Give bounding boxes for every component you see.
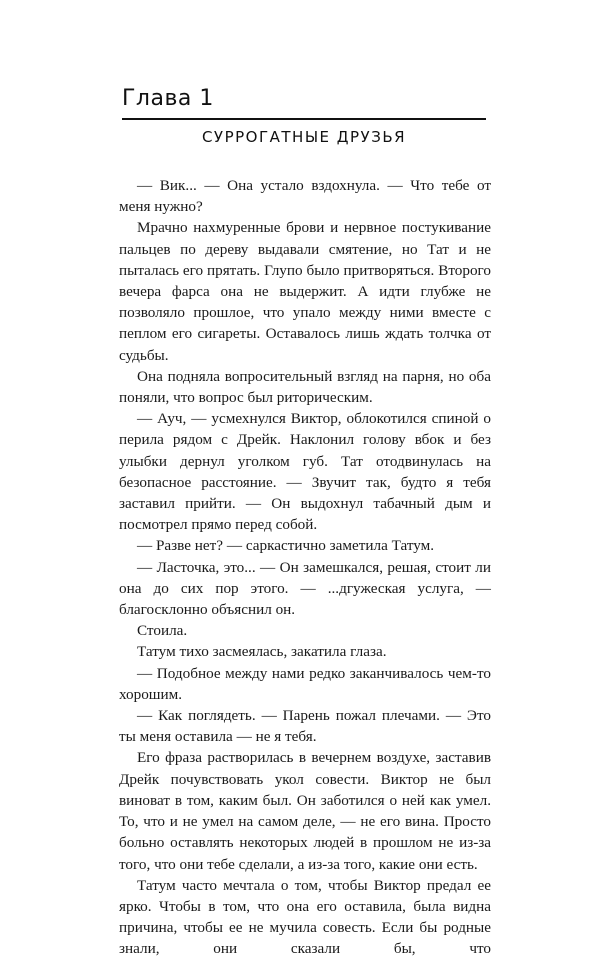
paragraph: Татум часто мечтала о том, чтобы Виктор предал ее ярко. Чтобы в том, что она его оставила, была видна причина, чтобы ее не мучила совесть. Если бы родные знали, они сказали бы, что bbox=[119, 876, 491, 958]
paragraph: — Ласточка, это... — Он замешкался, решая, стоит ли она до сих пор этого. — ...дгужеская услуга, — благосклонно объяснил он. bbox=[119, 558, 491, 619]
paragraph: Стоила. bbox=[137, 622, 188, 640]
paragraph: Мрачно нахмуренные брови и нервное постукивание пальцев по дереву выдавали смятение, но Тат и не пыталась его прятать. Глупо было притворяться. Второго вечера фарса она не выдержит. А идти глубже не позволяло прошлое, что упало между ними вместе с пеплом его сигареты. Оставалось лишь ждать толчка от судьбы. bbox=[119, 219, 491, 364]
chapter-title: СУРРОГАТНЫЕ ДРУЗЬЯ bbox=[201, 128, 407, 146]
paragraph: — Вик... — Она устало вздохнула. — Что тебе от меня нужно? bbox=[119, 177, 491, 216]
paragraph: Татум тихо засмеялась, закатила глаза. bbox=[137, 643, 387, 661]
chapter-rule bbox=[122, 118, 486, 120]
chapter-heading: Глава 1 bbox=[122, 86, 214, 111]
paragraph: — Как поглядеть. — Парень пожал плечами. — Это ты меня оставила — не я тебя. bbox=[119, 707, 491, 746]
paragraph: — Подобное между нами редко заканчивалось чем-то хорошим. bbox=[119, 664, 491, 703]
paragraph: — Разве нет? — саркастично заметила Татум. bbox=[137, 537, 435, 555]
paragraph: — Ауч, — усмехнулся Виктор, облокотился спиной о перила рядом с Дрейк. Наклонил голову вбок и без улыбки дернул уголком губ. Тат отодвинулась на безопасное расстояние. — Звучит так, будто я тебя заставил прийти. — Он выдохнул табачный дым и посмотрел прямо перед собой. bbox=[119, 410, 491, 534]
body-text bbox=[119, 175, 491, 960]
paragraph: Его фраза растворилась в вечернем воздухе, заставив Дрейк почувствовать укол совести. Виктор не был виноват в том, каким был. Он заботился о ней как умел. То, что и не умел на самом деле, — не его вина. Просто больно оставлять некоторых людей в прошлом не из-за того, что они тебе сделали, а из-за того, какие они есть. bbox=[119, 749, 491, 873]
paragraph: Она подняла вопросительный взгляд на парня, но оба поняли, что вопрос был риторическим. bbox=[119, 367, 491, 407]
